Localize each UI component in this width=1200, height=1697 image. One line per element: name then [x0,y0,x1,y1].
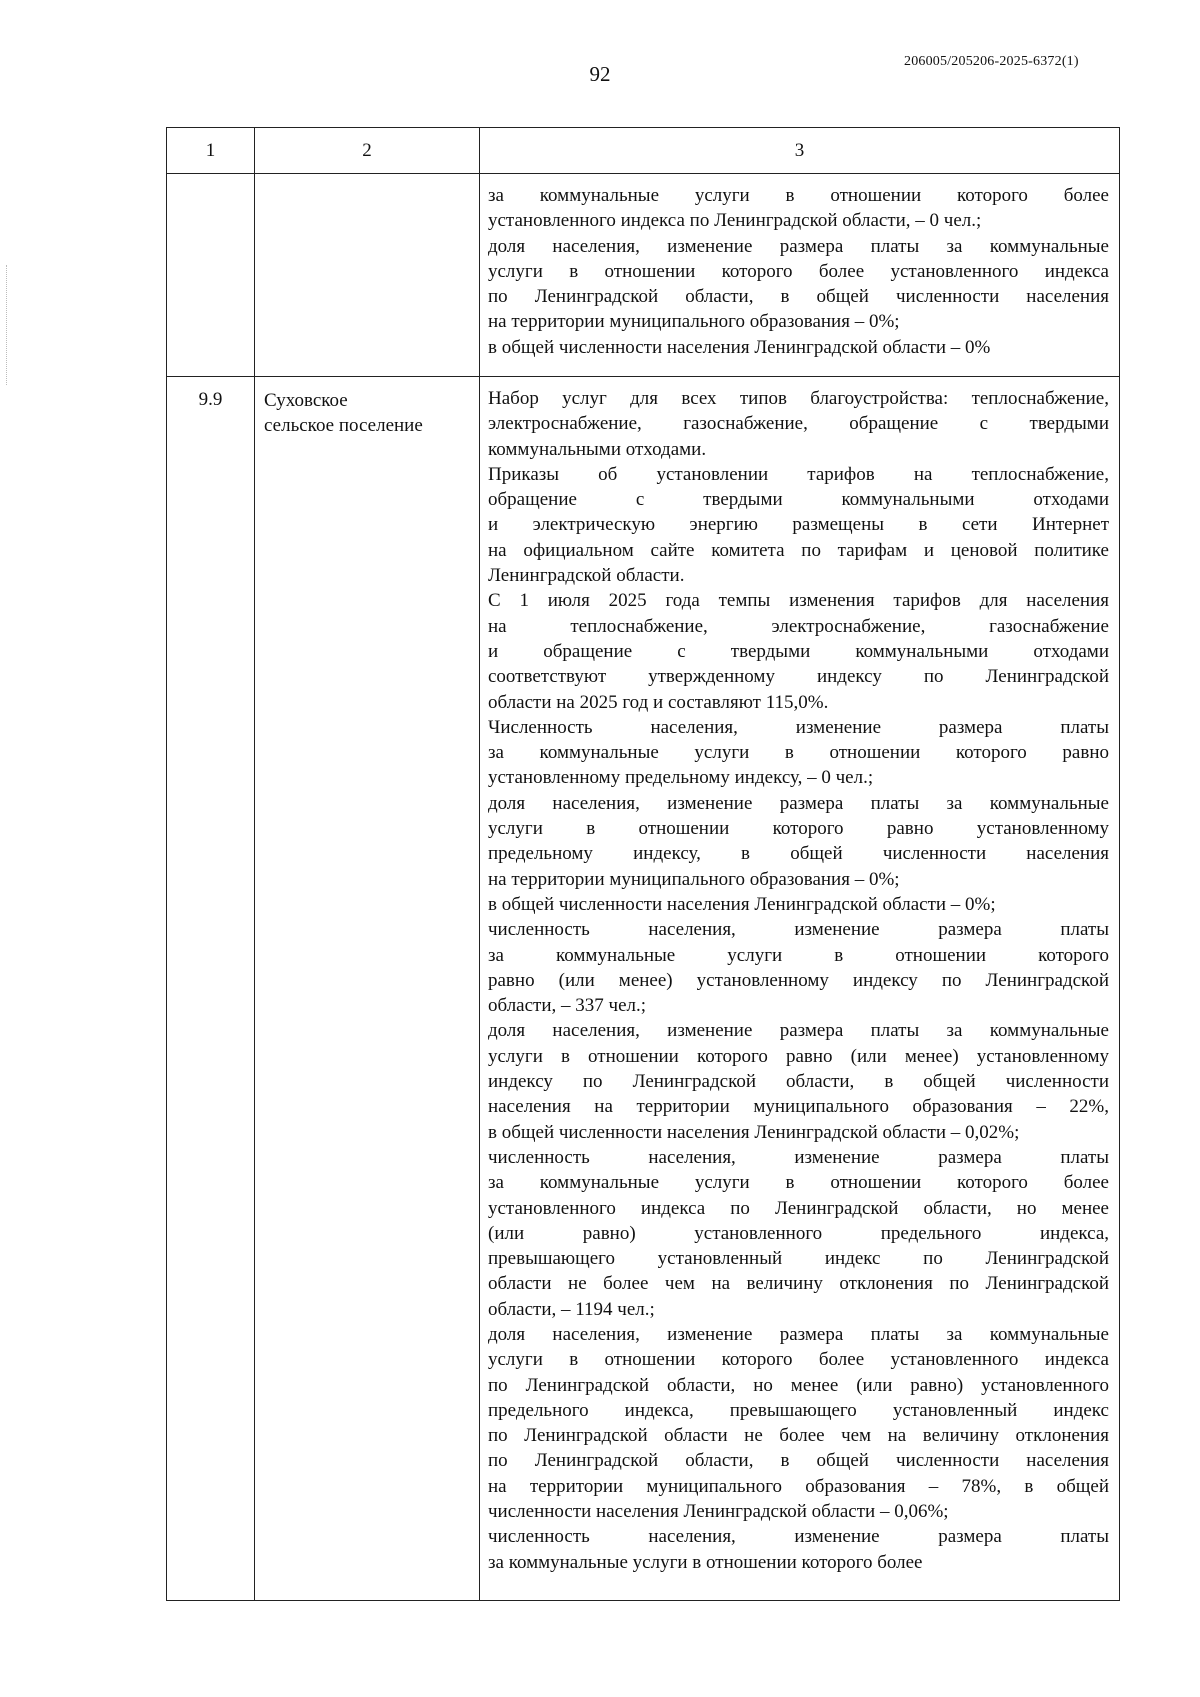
table-row [167,377,1119,1600]
scan-margin-marks [6,265,9,385]
text-line: за коммунальные услуги в отношении которого равно [488,742,1109,764]
text-line: услуги в отношении которого более установленного индекса [488,260,1109,282]
text-line: доля населения, изменение размера платы за коммунальные [488,1020,1109,1042]
text-line: равно (или менее) установленному индексу по Ленинградской [488,969,1109,991]
text-line: в общей численности населения Ленинградской области – 0,02%; [488,1121,1020,1143]
text-line: доля населения, изменение размера платы за коммунальные [488,792,1109,814]
text-line: на территории муниципального образования – 0%; [488,868,900,890]
text-line: установленного индекса по Ленинградской области, но менее [488,1197,1109,1219]
text-line: населения на территории муниципального образования – 22%, [488,1096,1109,1118]
text-line: области, – 1194 чел.; [488,1298,655,1320]
column-header-2: 2 [255,128,480,173]
row-description-text [480,377,1119,1600]
text-line: и электрическую энергию размещены в сети Интернет [488,514,1109,536]
text-line: соответствуют утвержденному индексу по Ленинградской [488,666,1109,688]
text-line: Набор услуг для всех типов благоустройства: теплоснабжение, [488,388,1109,409]
text-line: по Ленинградской области, в общей численности населения [488,286,1109,308]
text-line: области не более чем на величину отклонения по Ленинградской [488,1273,1109,1295]
page-number: 92 [589,62,611,86]
document-id: 206005/205206-2025-6372(1) [904,54,1079,69]
text-line: за коммунальные услуги в отношении которого более [488,1172,1109,1194]
text-line: Приказы об установлении тарифов на теплоснабжение, [488,463,1109,485]
text-line: на официальном сайте комитета по тарифам и ценовой политике [488,539,1109,561]
text-line: в общей численности населения Ленинградской области – 0% [488,336,991,358]
text-line: области на 2025 год и составляют 115,0%. [488,691,829,713]
column-header-1: 1 [167,128,255,173]
text-line: доля населения, изменение размера платы за коммунальные [488,235,1109,257]
text-line: установленному предельному индексу, – 0 чел.; [488,767,874,789]
text-line: предельного индекса, превышающего установленный индекс [488,1399,1109,1421]
text-line: услуги в отношении которого равно (или менее) установленному [488,1045,1109,1067]
text-line: численность населения, изменение размера платы [488,1146,1109,1168]
text-line: в общей численности населения Ленинградской области – 0%; [488,893,996,915]
settlement-name: Суховское сельское поселение [255,377,480,1600]
continuation-text [480,174,1119,376]
text-line: электроснабжение, газоснабжение, обращение с твердыми [488,413,1109,435]
text-line: превышающего установленный индекс по Ленинградской [488,1248,1109,1270]
text-line: за коммунальные услуги в отношении которого более [488,185,1109,206]
text-line: С 1 июля 2025 года темпы изменения тарифов для населения [488,590,1109,612]
text-line: области, – 337 чел.; [488,995,647,1017]
data-table [166,127,1120,1601]
text-line: коммунальными отходами. [488,438,707,460]
text-line: по Ленинградской области, но менее (или равно) установленного [488,1374,1109,1396]
text-line: (или равно) установленного предельного индекса, [488,1222,1109,1244]
text-line: за коммунальные услуги в отношении которого [488,944,1109,966]
text-line: предельному индексу, в общей численности населения [488,843,1109,865]
text-line: услуги в отношении которого более установленного индекса [488,1349,1109,1371]
text-line: на территории муниципального образования – 0%; [488,311,900,333]
row-number: 9.9 [167,377,255,1600]
cell-empty-name [255,174,480,376]
table-row-continuation [167,174,1119,377]
text-line: на территории муниципального образования – 78%, в общей [488,1475,1109,1497]
text-line: численности населения Ленинградской области – 0,06%; [488,1501,949,1523]
text-line: доля населения, изменение размера платы за коммунальные [488,1323,1109,1345]
text-line: индексу по Ленинградской области, в общей численности [488,1071,1109,1093]
text-line: на теплоснабжение, электроснабжение, газоснабжение [488,615,1109,637]
text-line: по Ленинградской области не более чем на величину отклонения [488,1425,1109,1447]
text-line: обращение с твердыми коммунальными отходами [488,489,1109,511]
text-line: численность населения, изменение размера платы [488,919,1109,941]
text-line: и обращение с твердыми коммунальными отходами [488,640,1109,662]
text-line: Ленинградской области. [488,565,685,587]
column-header-3: 3 [794,139,805,161]
table-header-row [167,128,1119,174]
text-line: установленного индекса по Ленинградской области, – 0 чел.; [488,210,982,232]
text-line: за коммунальные услуги в отношении которого более [488,1551,923,1573]
text-line: Численность населения, изменение размера платы [488,716,1109,738]
text-line: по Ленинградской области, в общей численности населения [488,1450,1109,1472]
cell-empty-number [167,174,255,376]
text-line: услуги в отношении которого равно установленному [488,818,1109,840]
text-line: численность населения, изменение размера платы [488,1526,1109,1548]
